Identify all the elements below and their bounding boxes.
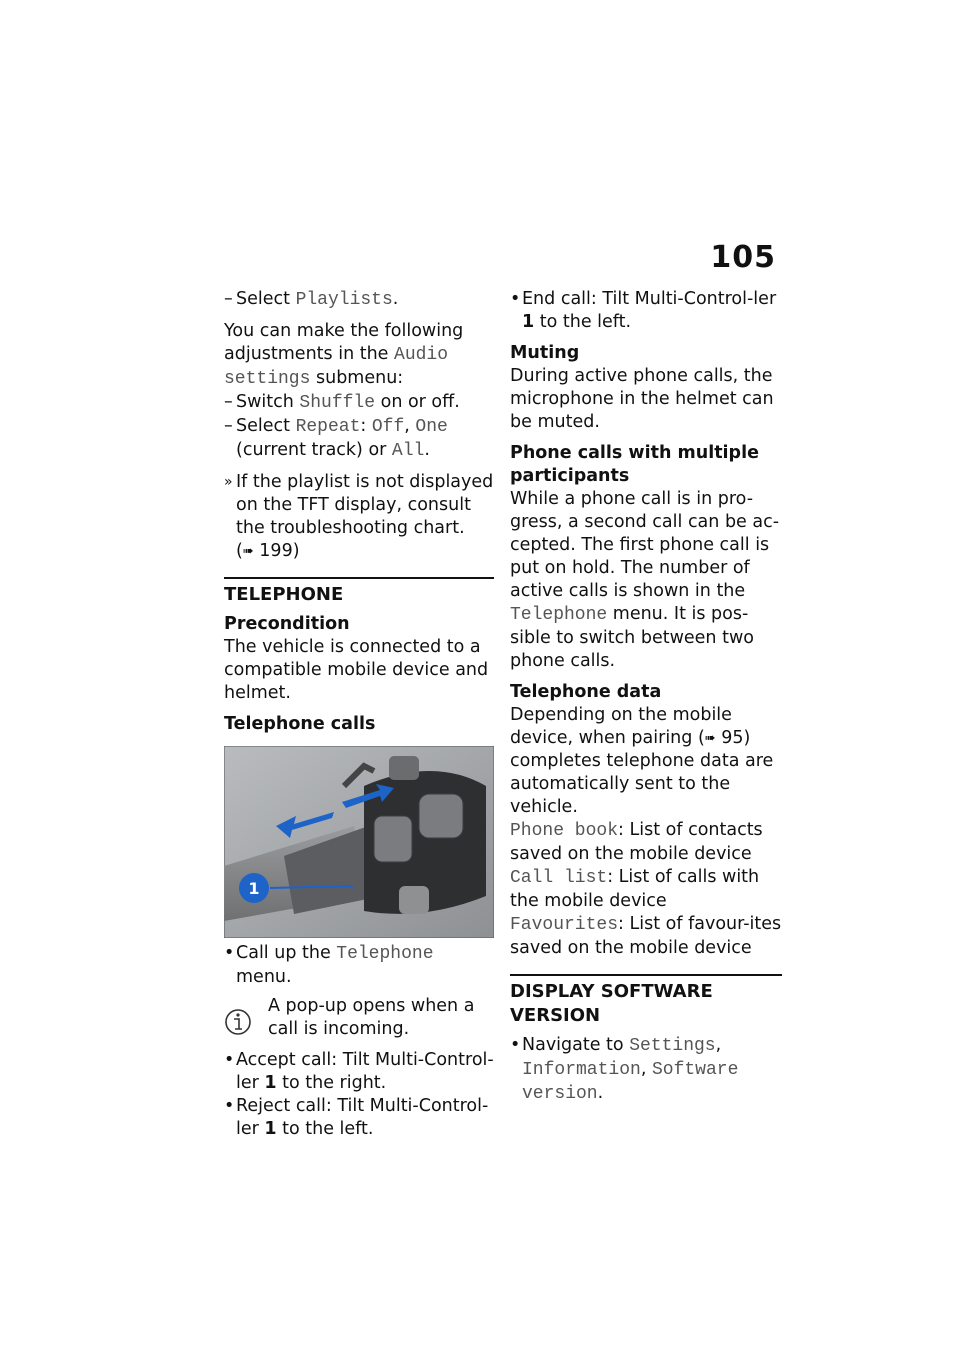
reference-arrow-icon: ➠ (242, 544, 254, 559)
phone-book-item: Phone book: List of contacts saved on the mobile device (510, 820, 763, 864)
select-playlists-step: – Select Playlists. (224, 288, 494, 312)
page-reference[interactable]: (➠ 199) (236, 541, 300, 561)
right-column (510, 288, 782, 1106)
muting-text: During active phone calls, the microphone in the helmet can be muted. (510, 366, 774, 432)
precondition-heading: Precondition (224, 614, 350, 634)
page-reference[interactable]: (➠ 95) (697, 728, 751, 748)
favourites-item: Favourites: List of favour-ites saved on the mobile device (510, 914, 782, 958)
multi-participants-heading: Phone calls with multiple participants (510, 443, 759, 486)
reject-call-step: • Reject call: Tilt Multi-Control-ler 1 to the left. (224, 1095, 494, 1141)
playlist-result: » If the playlist is not displayed on the TFT display, consult the troubleshooting chart. (➠ 199) (224, 471, 494, 563)
accept-call-step: • Accept call: Tilt Multi-Control-ler 1 to the right. (224, 1049, 494, 1095)
figure-callout-label: 1 (248, 879, 260, 898)
telephone-calls-heading: Telephone calls (224, 714, 376, 734)
multi-controller-figure (224, 746, 494, 938)
adjust-intro: You can make the following adjustments in the Audio settings submenu: (224, 321, 464, 389)
telephone-data-heading: Telephone data (510, 682, 662, 702)
muting-heading: Muting (510, 343, 580, 363)
multi-participants-text: While a phone call is in pro-gress, a second call can be ac-cepted. The first phone call is put on hold. The number of active calls is shown in the Telephone menu. It is pos-sible to switch between two phone calls. (510, 489, 780, 671)
precondition-text: The vehicle is connected to a compatible mobile device and helmet. (224, 637, 489, 703)
section-title-display-software: DISPLAY SOFTWARE VERSION (510, 974, 782, 1028)
repeat-step: – Select Repeat: Off, One (current track) or All. (224, 415, 494, 463)
info-icon (224, 1007, 252, 1037)
info-note: A pop-up opens when a call is incoming. (224, 995, 494, 1041)
call-list-item: Call list: List of calls with the mobile device (510, 867, 760, 911)
reference-arrow-icon: ➠ (704, 731, 716, 746)
left-column (224, 288, 494, 1141)
navigate-step: • Navigate to Settings, Information, Software version. (510, 1034, 782, 1106)
page-number: 105 (710, 240, 776, 275)
section-title-telephone: TELEPHONE (224, 577, 494, 607)
call-up-step: • Call up the Telephone menu. (224, 942, 494, 989)
shuffle-step: – Switch Shuffle on or off. (224, 391, 494, 415)
telephone-data-text: Depending on the mobile device, when pairing (➠ 95) completes telephone data are automatically sent to the vehicle. (510, 705, 774, 817)
end-call-step: • End call: Tilt Multi-Control-ler 1 to the left. (510, 288, 782, 334)
